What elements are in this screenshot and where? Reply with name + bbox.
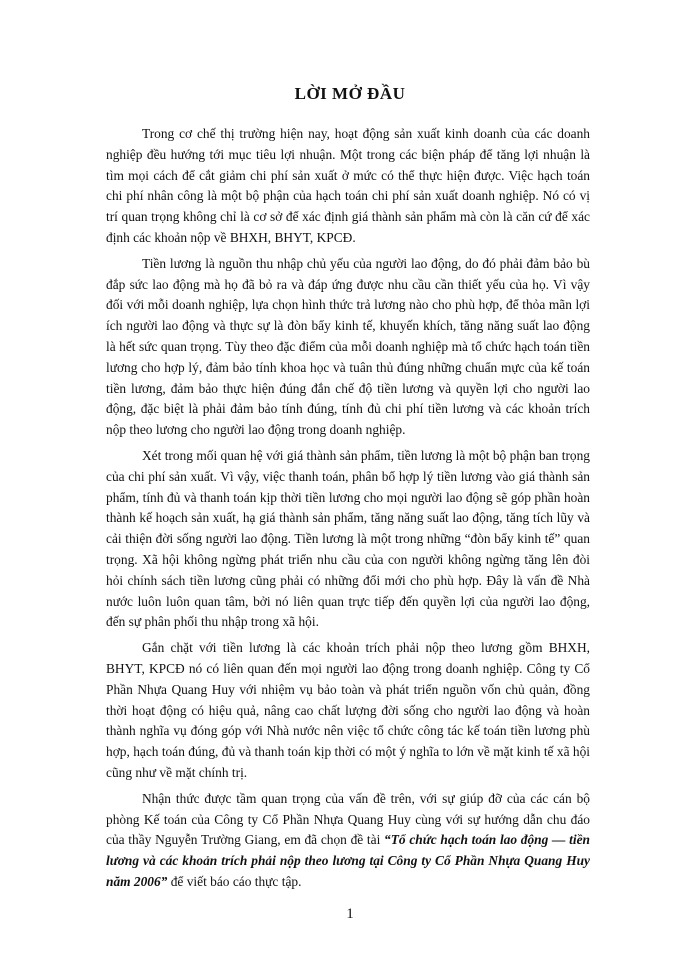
paragraph: Gắn chặt với tiền lương là các khoản trích phải nộp theo lương gồm BHXH, BHYT, KPCĐ nó có liên quan đến mọi người lao động trong doanh nghiệp. Công ty Cổ Phần Nhựa Quang Huy với nhiệm vụ bảo toàn và phát triển nguồn vốn chủ quản, đồng thời hoạt động có hiệu quả, nâng cao chất lượng đời sống cho người lao động và hoàn thành nghĩa vụ đóng góp với Nhà nước nên việc tổ chức công tác kế toán tiền lương phù hợp, hạch toán đúng, đủ và thanh toán kịp thời có một ý nghĩa to lớn về mặt kinh tế xã hội cũng như về mặt chính trị. bbox=[106, 640, 590, 780]
paragraph: Trong cơ chế thị trường hiện nay, hoạt động sản xuất kinh doanh của các doanh nghiệp đều hướng tới mục tiêu lợi nhuận. Một trong các biện pháp để tăng lợi nhuận là tìm mọi cách để cắt giảm chi phí sản xuất ở mức có thể thực hiện được. Việc hạch toán chi phí nhân công là một bộ phận của hạch toán chi phí sản xuất doanh nghiệp. Nó có vị trí quan trọng không chỉ là cơ sở để xác định giá thành sản phẩm mà còn là căn cứ để xác định các khoản nộp về BHXH, BHYT, KPCĐ. bbox=[106, 126, 590, 245]
page-number: 1 bbox=[346, 906, 354, 922]
page-title: LỜI MỞ ĐẦU bbox=[294, 84, 406, 103]
closing-text-before: Nhận thức được tầm quan trọng của vấn đề trên, với sự giúp đỡ của các cán bộ phòng Kế toán của Công ty Cổ Phần Nhựa Quang Huy cùng với sự hướng dẫn chu đáo của thầy Nguyễn Trường Giang, em đã chọn đề tài bbox=[106, 790, 590, 848]
paragraph: Xét trong mối quan hệ với giá thành sản phẩm, tiền lương là một bộ phận ban trọng của chi phí sản xuất. Vì vậy, việc thanh toán, phân bổ hợp lý tiền lương vào giá thành sản phẩm, tính đủ và thanh toán kịp thời tiền lương cho mọi người lao động sẽ góp phần hoàn thành kế hoạch sản xuất, hạ giá thành sản phẩm, tăng năng suất lao động, tăng tích lũy và cải thiện đời sống người lao động. Tiền lương là một trong những “đòn bẩy kinh tế” quan trọng. Xã hội không ngừng phát triển nhu cầu của con người không ngừng tăng lên đòi hỏi chính sách tiền lương cũng phải có những đổi mới cho phù hợp. Đây là vấn đề Nhà nước luôn luôn quan tâm, bởi nó liên quan trực tiếp đến quyền lợi của người lao động, đến sự phân phối thu nhập trong xã hội. bbox=[106, 447, 590, 630]
closing-text-after: để viết báo cáo thực tập. bbox=[167, 873, 302, 889]
body-text bbox=[106, 124, 590, 898]
paragraph: Tiền lương là nguồn thu nhập chủ yếu của người lao động, do đó phải đảm bảo bù đắp sức lao động mà họ đã bỏ ra và đáp ứng được nhu cầu cần thiết yếu của họ. Vì vậy đối với mỗi doanh nghiệp, lựa chọn hình thức trả lương nào cho phù hợp, để thỏa mãn lợi ích người lao động và thực sự là đòn bẩy kinh tế, khuyến khích, tăng năng suất lao động là hết sức quan trọng. Tùy theo đặc điểm của mỗi doanh nghiệp mà tổ chức hạch toán tiền lương cho hợp lý, đảm bảo tính khoa học và tuân thủ đúng những chuẩn mực của kế toán tiền lương, đảm bảo thực hiện đúng đắn chế độ tiền lương và quyền lợi cho người lao động, đặc biệt là phải đảm bảo tính đúng, tính đủ chi phí tiền lương và các khoản trích nộp theo lương cho người lao động trong doanh nghiệp. bbox=[106, 255, 590, 438]
thesis-topic: “Tổ chức hạch toán lao động — tiền lương và các khoản trích phải nộp theo lương tại Công ty Cổ Phần Nhựa Quang Huy năm 2006” bbox=[106, 832, 590, 889]
closing-paragraph bbox=[106, 789, 590, 893]
